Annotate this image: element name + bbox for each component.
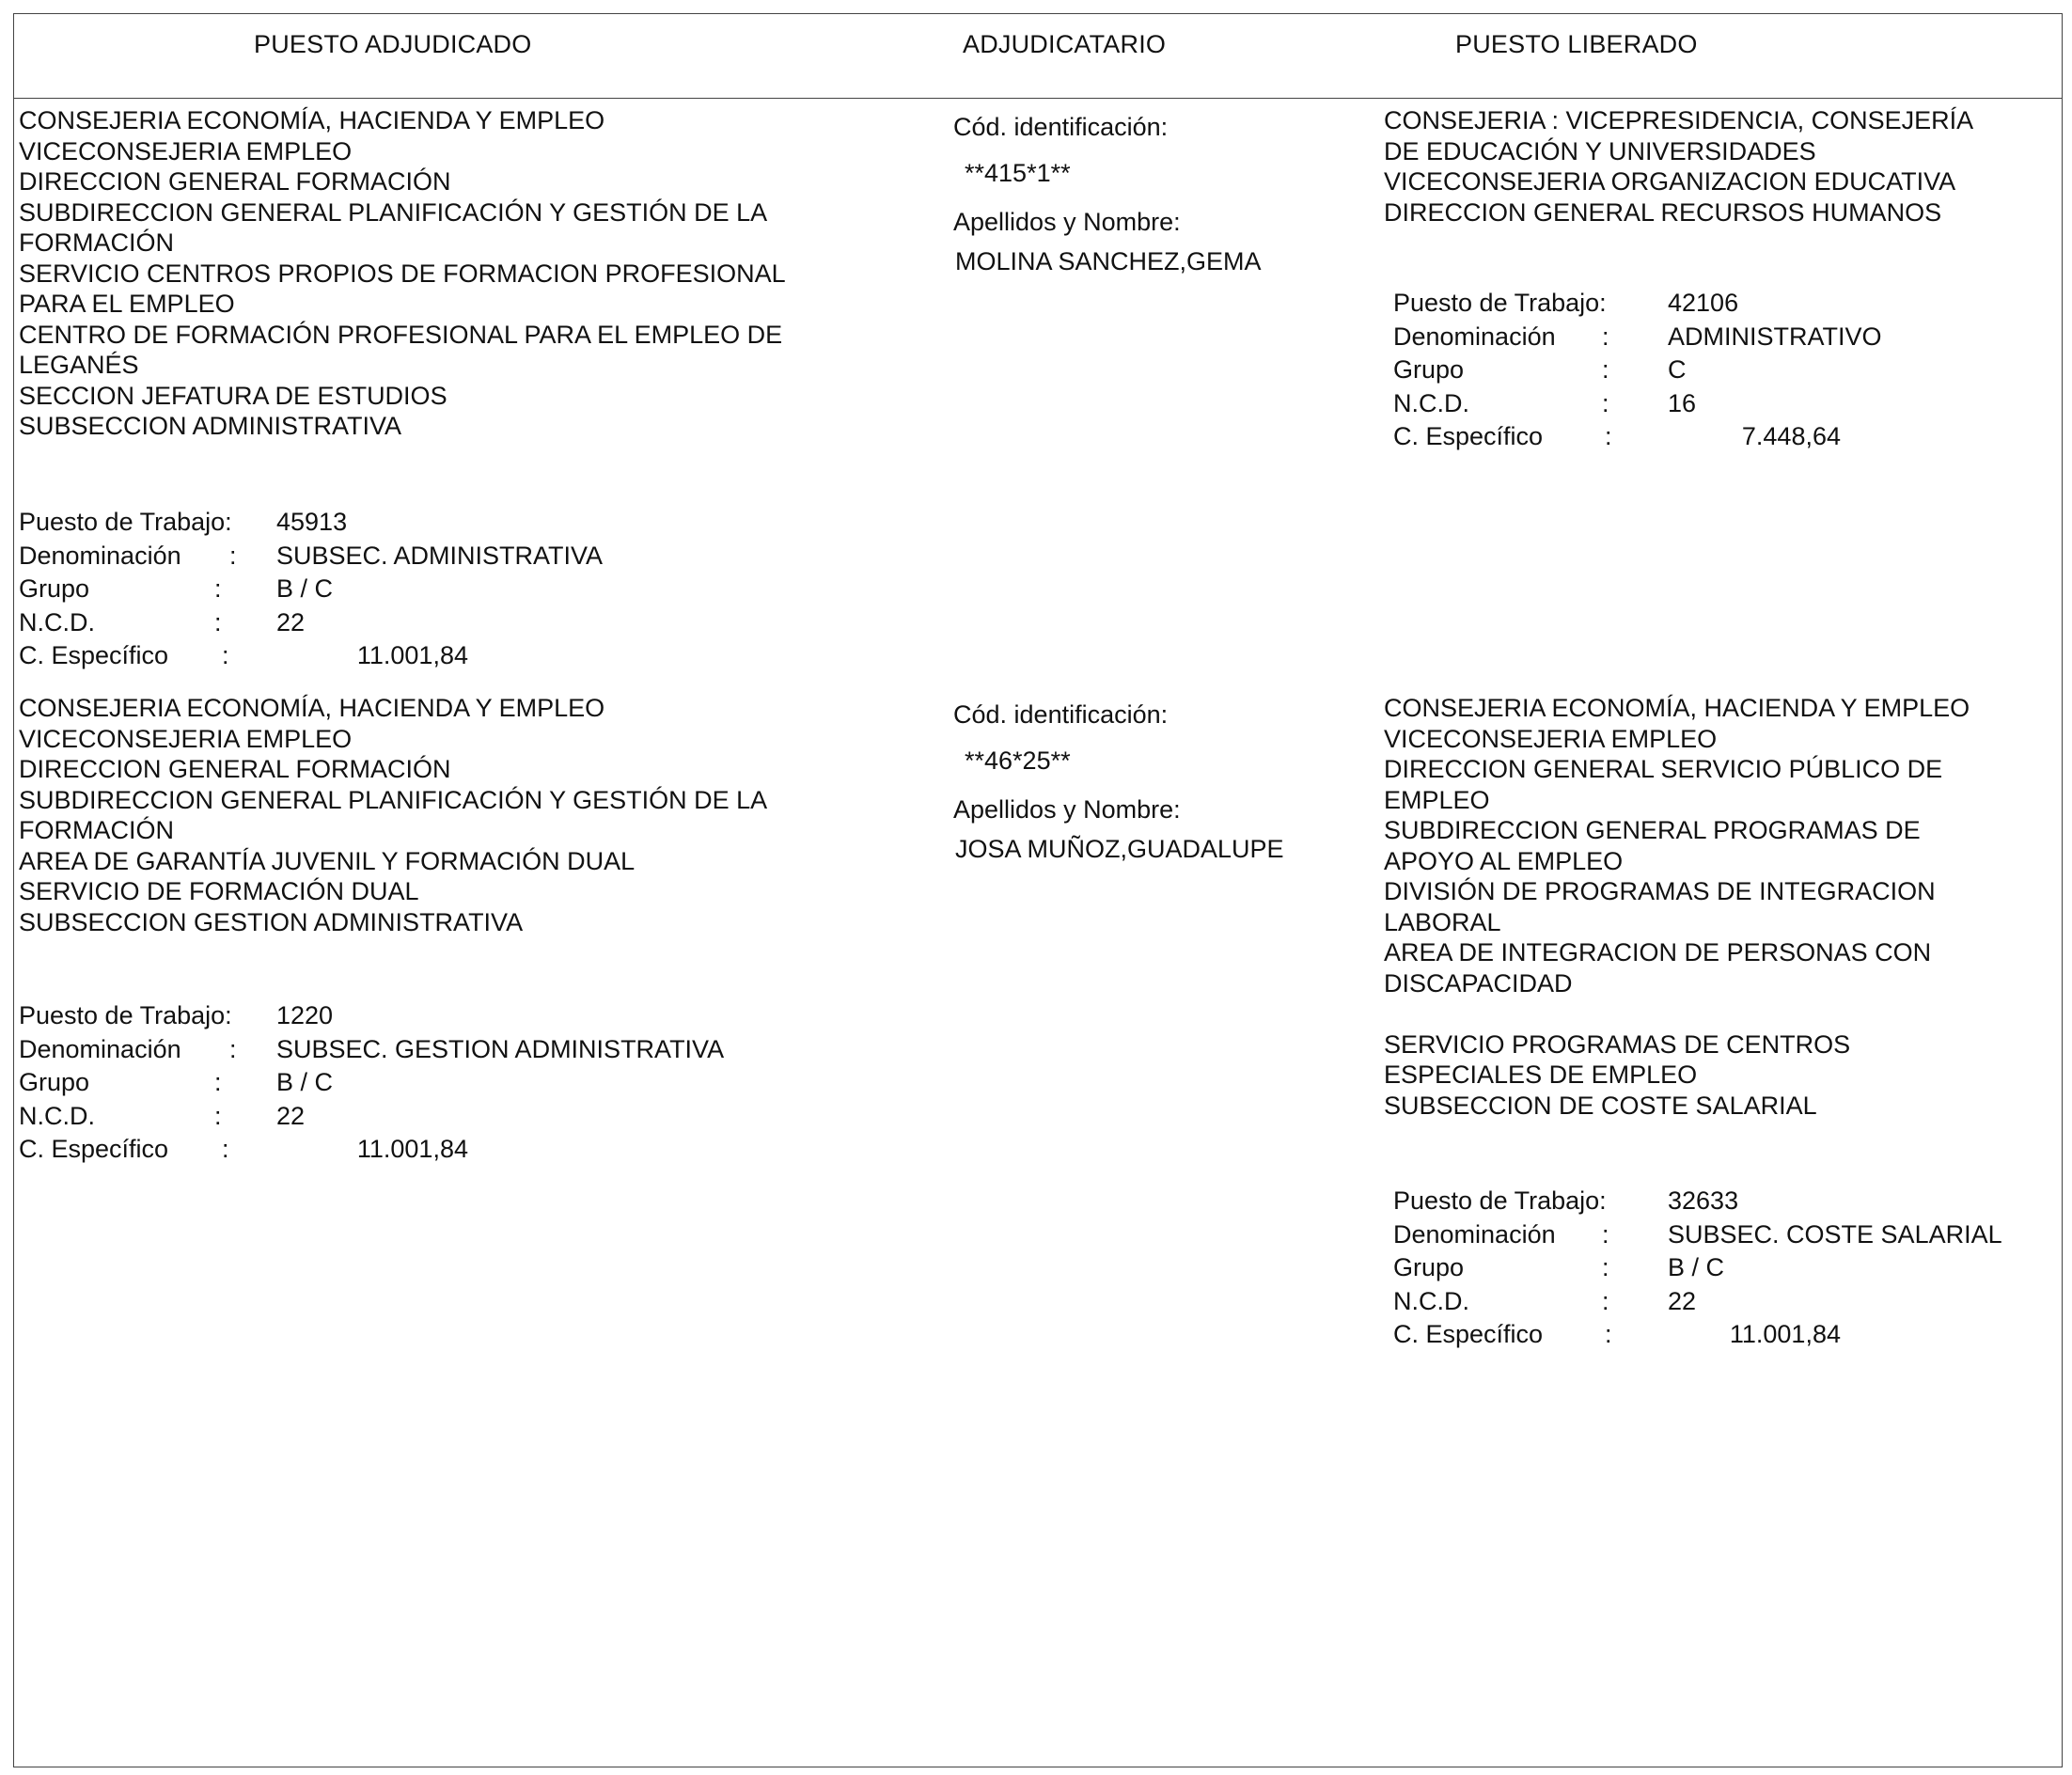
denominacion-label: Denominación xyxy=(19,1034,181,1063)
colon: : xyxy=(1602,388,1609,417)
grupo-row xyxy=(19,573,583,606)
grupo-label: Grupo xyxy=(19,1068,90,1096)
org-line: AREA DE INTEGRACION DE PERSONAS CON xyxy=(1384,938,1932,966)
puesto-value: 45913 xyxy=(276,508,348,536)
org-line: FORMACIÓN xyxy=(19,228,174,257)
org-line: CONSEJERIA ECONOMÍA, HACIENDA Y EMPLEO xyxy=(19,694,605,722)
puesto-label: Puesto de Trabajo: xyxy=(19,508,232,536)
org-line: DIVISIÓN DE PROGRAMAS DE INTEGRACION xyxy=(1384,877,1936,905)
ncd-label: N.C.D. xyxy=(19,607,95,636)
especifico-row xyxy=(19,639,583,673)
entry-1-liberado-org xyxy=(1384,105,1973,228)
especifico-label: C. Específico xyxy=(1393,1320,1544,1348)
entry-1-liberado-details xyxy=(1393,287,2051,454)
colon: : xyxy=(1602,1253,1609,1281)
colon: : xyxy=(1602,322,1609,351)
denominacion-row xyxy=(19,1033,771,1067)
grupo-value: C xyxy=(1668,355,1687,384)
especifico-label: C. Específico xyxy=(19,1135,169,1163)
denominacion-value: SUBSEC. COSTE SALARIAL xyxy=(1668,1219,2002,1249)
especifico-value: 11.001,84 xyxy=(356,641,468,669)
org-line: SERVICIO CENTROS PROPIOS DE FORMACION PROFESIONAL xyxy=(19,259,786,288)
colon: : xyxy=(222,1135,229,1163)
denominacion-row xyxy=(1393,321,2051,354)
org-line: LEGANÉS xyxy=(19,351,139,379)
ncd-row xyxy=(1393,1285,2051,1319)
especifico-row xyxy=(1393,420,2051,454)
grupo-value: B / C xyxy=(1668,1253,1725,1281)
denominacion-value: SUBSEC. ADMINISTRATIVA xyxy=(276,541,604,570)
org-line: AREA DE GARANTÍA JUVENIL Y FORMACIÓN DUAL xyxy=(19,846,636,875)
org-line: DE EDUCACIÓN Y UNIVERSIDADES xyxy=(1384,136,1816,165)
colon: : xyxy=(229,1034,237,1063)
header-divider xyxy=(13,98,2063,99)
grupo-value: B / C xyxy=(276,1068,334,1096)
entry-2-liberado-org xyxy=(1384,693,1970,1121)
org-line: SERVICIO DE FORMACIÓN DUAL xyxy=(19,877,419,905)
denominacion-row xyxy=(1393,1218,2051,1252)
org-line: VICECONSEJERIA EMPLEO xyxy=(19,136,353,165)
puesto-value: 42106 xyxy=(1668,289,1739,317)
puesto-label: Puesto de Trabajo: xyxy=(1393,289,1607,317)
org-line: CONSEJERIA ECONOMÍA, HACIENDA Y EMPLEO xyxy=(19,106,605,134)
cod-label: Cód. identificación: xyxy=(953,700,1169,729)
puesto-label: Puesto de Trabajo: xyxy=(1393,1186,1607,1215)
ncd-value: 22 xyxy=(1668,1286,1697,1315)
colon: : xyxy=(1605,1320,1612,1348)
grupo-row xyxy=(19,1066,771,1100)
puesto-value: 32633 xyxy=(1668,1186,1739,1215)
ncd-value: 22 xyxy=(276,607,306,636)
especifico-value: 7.448,64 xyxy=(1741,422,1841,450)
especifico-value: 11.001,84 xyxy=(1729,1320,1841,1348)
org-line: SUBDIRECCION GENERAL PROGRAMAS DE xyxy=(1384,816,1921,844)
ncd-label: N.C.D. xyxy=(1393,388,1469,417)
entry-2-liberado-details xyxy=(1393,1185,2051,1352)
org-line: SERVICIO PROGRAMAS DE CENTROS xyxy=(1384,1029,1851,1059)
org-line: VICECONSEJERIA EMPLEO xyxy=(19,724,353,753)
denominacion-label: Denominación xyxy=(1393,1219,1556,1249)
org-line: EMPLEO xyxy=(1384,785,1490,814)
especifico-label: C. Específico xyxy=(19,641,169,669)
column-header-adjudicatario: ADJUDICATARIO xyxy=(963,30,1167,58)
grupo-label: Grupo xyxy=(19,574,90,603)
org-line-spacer xyxy=(1384,998,1970,1029)
grupo-row xyxy=(1393,353,2051,387)
colon: : xyxy=(214,1101,222,1130)
org-line: SUBDIRECCION GENERAL PLANIFICACIÓN Y GESTIÓN DE LA xyxy=(19,197,768,227)
ncd-label: N.C.D. xyxy=(1393,1286,1469,1315)
colon: : xyxy=(1602,355,1609,384)
org-line: CONSEJERIA : VICEPRESIDENCIA, CONSEJERÍA xyxy=(1384,106,1974,134)
ncd-row xyxy=(1393,387,2051,421)
org-line: SUBSECCION GESTION ADMINISTRATIVA xyxy=(19,907,524,936)
org-line: LABORAL xyxy=(1384,907,1501,936)
especifico-label: C. Específico xyxy=(1393,422,1544,450)
cod-value: **415*1** xyxy=(965,159,1071,187)
entry-1-adjudicado-details xyxy=(19,506,604,673)
entry-1-adjudicado-org xyxy=(19,105,786,442)
grupo-value: B / C xyxy=(276,574,334,603)
ncd-row xyxy=(19,606,583,640)
org-line: SECCION JEFATURA DE ESTUDIOS xyxy=(19,381,447,410)
especifico-row xyxy=(19,1133,771,1167)
nombre-value: JOSA MUÑOZ,GUADALUPE xyxy=(955,835,1284,863)
ncd-value: 22 xyxy=(276,1101,306,1130)
colon: : xyxy=(214,607,222,636)
ncd-value: 16 xyxy=(1668,388,1697,417)
org-line: VICECONSEJERIA ORGANIZACION EDUCATIVA xyxy=(1384,167,1956,196)
entry-2-adjudicado-details xyxy=(19,999,771,1167)
denominacion-row xyxy=(19,540,604,573)
org-line: SUBSECCION DE COSTE SALARIAL xyxy=(1384,1091,1817,1120)
especifico-value: 11.001,84 xyxy=(356,1135,468,1163)
grupo-label: Grupo xyxy=(1393,355,1465,384)
colon: : xyxy=(1602,1219,1609,1249)
nombre-value: MOLINA SANCHEZ,GEMA xyxy=(955,247,1262,275)
colon: : xyxy=(222,641,229,669)
colon: : xyxy=(1605,422,1612,450)
puesto-row xyxy=(1393,1185,2051,1218)
org-line: FORMACIÓN xyxy=(19,816,174,844)
org-line: DIRECCION GENERAL SERVICIO PÚBLICO DE xyxy=(1384,755,1943,783)
nombre-label: Apellidos y Nombre: xyxy=(953,795,1181,824)
org-line: SUBSECCION ADMINISTRATIVA xyxy=(19,412,402,440)
especifico-row xyxy=(1393,1318,2051,1352)
denominacion-label: Denominación xyxy=(19,541,181,570)
denominacion-label: Denominación xyxy=(1393,322,1556,351)
org-line: APOYO AL EMPLEO xyxy=(1384,846,1624,875)
org-line: DIRECCION GENERAL RECURSOS HUMANOS xyxy=(1384,197,1942,227)
denominacion-value: SUBSEC. GESTION ADMINISTRATIVA xyxy=(276,1034,725,1063)
ncd-label: N.C.D. xyxy=(19,1101,95,1130)
column-header-puesto-liberado: PUESTO LIBERADO xyxy=(1455,30,1698,58)
org-line: DIRECCION GENERAL FORMACIÓN xyxy=(19,755,451,783)
entry-2-adjudicado-org xyxy=(19,693,767,937)
org-line: DIRECCION GENERAL FORMACIÓN xyxy=(19,167,451,196)
puesto-row xyxy=(19,999,771,1033)
colon: : xyxy=(229,541,237,570)
org-line: VICECONSEJERIA EMPLEO xyxy=(1384,724,1718,753)
org-line: DISCAPACIDAD xyxy=(1384,968,1573,997)
nombre-label: Apellidos y Nombre: xyxy=(953,208,1181,236)
org-line: SUBDIRECCION GENERAL PLANIFICACIÓN Y GESTIÓN DE LA xyxy=(19,785,768,814)
puesto-row xyxy=(1393,287,2051,321)
ncd-row xyxy=(19,1100,771,1134)
org-line: CONSEJERIA ECONOMÍA, HACIENDA Y EMPLEO xyxy=(1384,694,1970,722)
cod-label: Cód. identificación: xyxy=(953,113,1169,141)
cod-value: **46*25** xyxy=(965,746,1071,775)
column-header-puesto-adjudicado: PUESTO ADJUDICADO xyxy=(254,30,532,58)
colon: : xyxy=(214,574,222,603)
puesto-value: 1220 xyxy=(276,1001,334,1029)
grupo-label: Grupo xyxy=(1393,1253,1465,1281)
colon: : xyxy=(214,1068,222,1096)
puesto-row xyxy=(19,506,583,540)
grupo-row xyxy=(1393,1251,2051,1285)
puesto-label: Puesto de Trabajo: xyxy=(19,1001,232,1029)
org-line: CENTRO DE FORMACIÓN PROFESIONAL PARA EL EMPLEO DE xyxy=(19,320,783,349)
org-line: ESPECIALES DE EMPLEO xyxy=(1384,1060,1698,1089)
denominacion-value: ADMINISTRATIVO xyxy=(1668,322,1882,351)
org-line: PARA EL EMPLEO xyxy=(19,290,235,318)
colon: : xyxy=(1602,1286,1609,1315)
